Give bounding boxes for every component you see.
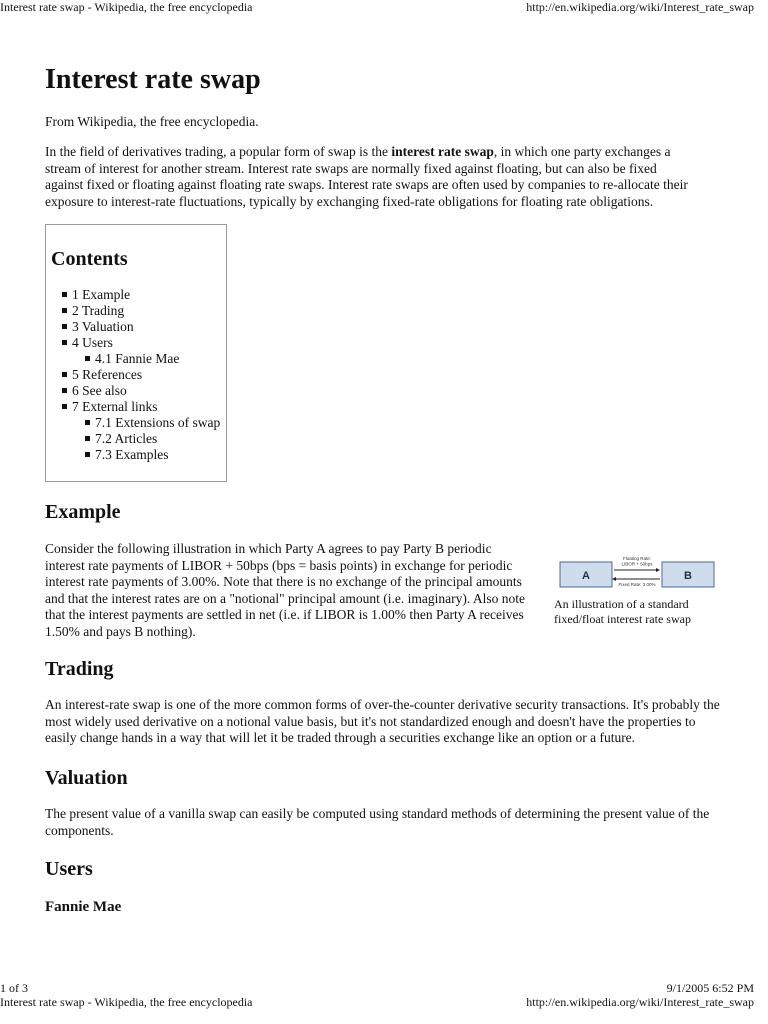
toc-item[interactable] xyxy=(62,335,220,351)
bullet-icon xyxy=(85,420,90,425)
toc-item-label[interactable]: 4.1 Fannie Mae xyxy=(95,351,180,366)
bullet-icon xyxy=(85,356,90,361)
floating-rate-label: Floating Rate: xyxy=(622,556,652,561)
toc-item[interactable] xyxy=(62,415,220,431)
bullet-icon xyxy=(62,308,67,313)
toc-item-label[interactable]: 7 External links xyxy=(72,399,158,414)
bullet-icon xyxy=(62,404,67,409)
bullet-icon xyxy=(62,372,67,377)
bullet-icon xyxy=(62,340,67,345)
trading-paragraph: An interest-rate swap is one of the more common forms of over-the-counter derivative security transactions. It's probably the most widely used derivative on a notional value basis, but it's not standardized enough and doesn't have the properties to easily change hands in a way that will let it be traded through a securities exchange like an option or a future. xyxy=(45,697,720,745)
from-line: From Wikipedia, the free encyclopedia. xyxy=(45,114,259,129)
fixed-rate-label: Fixed Rate: 3.00% xyxy=(618,582,656,587)
toc-item[interactable] xyxy=(62,383,220,399)
figure-caption xyxy=(554,597,691,627)
print-footer-url[interactable]: http://en.wikipedia.org/wiki/Interest_rate_swap xyxy=(526,995,754,1009)
toc-item-label[interactable]: 7.2 Articles xyxy=(95,431,158,446)
heading-example: Example xyxy=(45,501,121,523)
heading-fannie-mae: Fannie Mae xyxy=(45,899,122,915)
figure-caption-line-1: An illustration of a standard xyxy=(554,597,689,611)
toc-item[interactable] xyxy=(62,351,220,367)
table-of-contents xyxy=(45,224,227,482)
party-a-label: A xyxy=(582,570,590,582)
swap-diagram[interactable] xyxy=(550,550,722,596)
print-header-url[interactable]: http://en.wikipedia.org/wiki/Interest_rate_swap xyxy=(526,0,754,14)
bullet-icon xyxy=(62,324,67,329)
valuation-paragraph: The present value of a vanilla swap can easily be computed using standard methods of determining the present value of the components. xyxy=(45,806,710,838)
toc-item-label[interactable]: 5 References xyxy=(72,367,143,382)
bullet-icon xyxy=(62,292,67,297)
toc-item-label[interactable]: 4 Users xyxy=(72,335,113,350)
toc-item[interactable] xyxy=(62,303,220,319)
toc-item[interactable] xyxy=(62,431,220,447)
toc-item[interactable] xyxy=(62,319,220,335)
toc-item[interactable] xyxy=(62,367,220,383)
arrow-b-to-a-head xyxy=(612,577,616,581)
heading-trading: Trading xyxy=(45,658,114,680)
heading-valuation: Valuation xyxy=(45,767,128,789)
intro-prefix: In the field of derivatives trading, a popular form of swap is the xyxy=(45,144,392,159)
toc-item[interactable] xyxy=(62,399,220,415)
toc-item-label[interactable]: 2 Trading xyxy=(72,303,125,318)
bullet-icon xyxy=(62,388,67,393)
toc-item-label[interactable]: 1 Example xyxy=(72,287,131,302)
toc-title: Contents xyxy=(51,248,128,270)
toc-item-label[interactable]: 7.3 Examples xyxy=(95,447,169,462)
heading-users: Users xyxy=(45,858,93,880)
figure-caption-line-2: fixed/float interest rate swap xyxy=(554,612,691,626)
intro-paragraph xyxy=(45,144,693,210)
party-b-label: B xyxy=(684,570,692,582)
bullet-icon xyxy=(85,452,90,457)
arrow-a-to-b-head xyxy=(656,568,660,572)
print-footer-datetime: 9/1/2005 6:52 PM xyxy=(666,981,754,995)
bullet-icon xyxy=(85,436,90,441)
toc-item[interactable] xyxy=(62,447,220,463)
toc-item-label[interactable]: 7.1 Extensions of swap xyxy=(95,415,221,430)
toc-item-label[interactable]: 6 See also xyxy=(72,383,127,398)
toc-item-label[interactable]: 3 Valuation xyxy=(72,319,134,334)
floating-rate-value: LIBOR + 50bps xyxy=(621,561,653,567)
intro-bold-term: interest rate swap xyxy=(391,144,494,159)
toc-list xyxy=(62,287,220,463)
example-paragraph: Consider the following illustration in which Party A agrees to pay Party B periodic interest rate payments of LIBOR + 50bps (bps = basis points) in exchange for periodic interest rate payments of 3.00%. Note that there is no exchange of the principal amounts and that the interest rates are on a "notional" principal amount (i.e. imaginary). Also note that the interest payments are settled in net (i.e. if LIBOR is 1.00% then Party A receives 1.50% and pays B nothing). xyxy=(45,541,526,639)
print-footer-page: 1 of 3 xyxy=(0,981,28,995)
swap-illustration xyxy=(550,550,722,628)
print-header-title: Interest rate swap - Wikipedia, the free encyclopedia xyxy=(0,0,253,14)
toc-item[interactable] xyxy=(62,287,220,303)
page-title: Interest rate swap xyxy=(45,64,261,95)
print-footer-title: Interest rate swap - Wikipedia, the free encyclopedia xyxy=(0,995,253,1009)
intro-suffix: , in which one party exchanges a stream of interest for another stream. Interest rate swaps are normally fixed against floating, but can also be fixed against fixed or floating against floating rate swaps. Interest rate swaps are often used by companies to re-allocate their exposure to interest-rate fluctuations, typically by exchanging fixed-rate obligations for floating rate obligations. xyxy=(45,144,688,209)
